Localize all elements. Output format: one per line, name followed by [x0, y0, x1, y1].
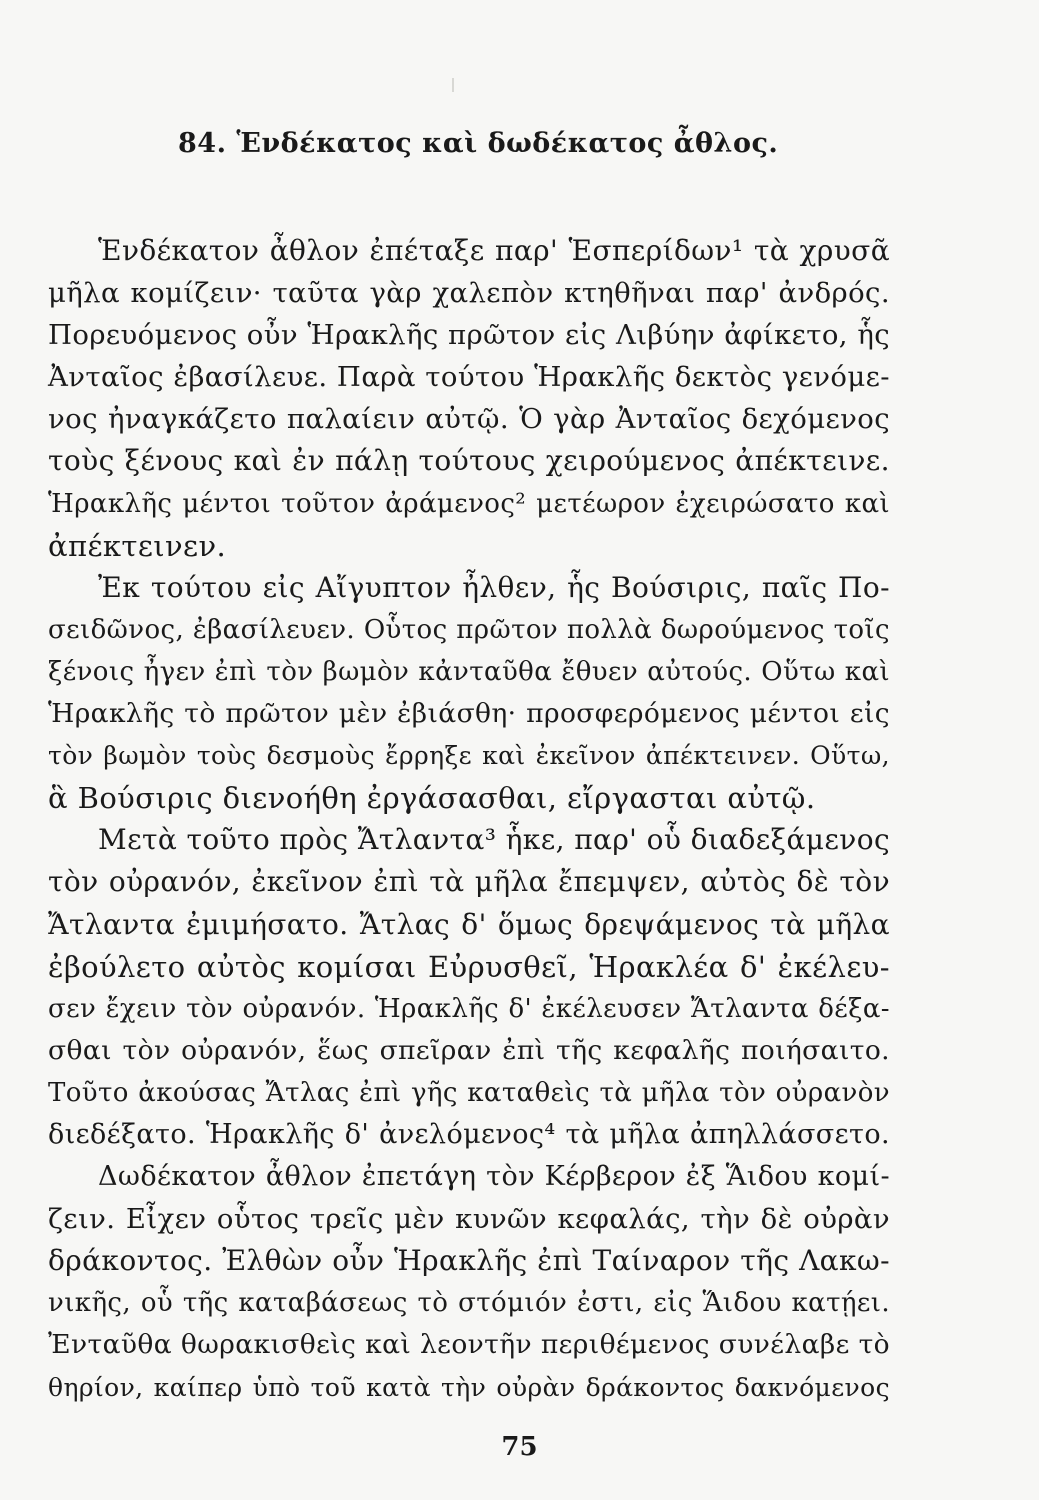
text-line: Πορευόμενος οὖν Ἡρακλῆς πρῶτον εἰς Λιβύην ἀφίκετο, ἧς — [48, 319, 890, 352]
text-line: δράκοντος. Ἐλθὼν οὖν Ἡρακλῆς ἐπὶ Ταίναρον τῆς Λακω- — [48, 1244, 890, 1278]
text-line: Ἡρακλῆς τὸ πρῶτον μὲν ἐβιάσθη· προσφερόμενος μέντοι εἰς — [48, 698, 890, 730]
page-number: 75 — [501, 1432, 538, 1462]
text-line: διεδέξατο. Ἡρακλῆς δ' ἀνελόμενος⁴ τὰ μῆλα ἀπηλλάσσετο. — [48, 1118, 890, 1150]
text-line: ἃ Βούσιρις διενοήθη ἐργάσασθαι, εἴργασται αὐτῷ. — [48, 781, 816, 816]
text-line: τὸν οὐρανόν, ἐκεῖνον ἐπὶ τὰ μῆλα ἔπεμψεν, αὐτὸς δὲ τὸν — [48, 865, 890, 899]
text-line: τὸν βωμὸν τοὺς δεσμοὺς ἔρρηξε καὶ ἐκεῖνον ἀπέκτεινεν. Οὕτω, — [48, 741, 890, 771]
text-line: Ἐκ τούτου εἰς Αἴγυπτον ἦλθεν, ἧς Βούσιρις, παῖς Πο- — [98, 570, 890, 604]
text-line: Δωδέκατον ἆθλον ἐπετάγη τὸν Κέρβερον ἐξ Ἅιδου κομί- — [98, 1161, 890, 1193]
text-line: Μετὰ τοῦτο πρὸς Ἄτλαντα³ ἧκε, παρ' οὗ διαδεξάμενος — [98, 823, 891, 857]
text-line: Ἑνδέκατον ἆθλον ἐπέταξε παρ' Ἑσπερίδων¹ τὰ χρυσᾶ — [98, 234, 890, 267]
text-line: Ἀνταῖος ἐβασίλευε. Παρὰ τούτου Ἡρακλῆς δεκτὸς γενόμε- — [48, 361, 890, 394]
text-line: τοὺς ξένους καὶ ἐν πάλῃ τούτους χειρούμενος ἀπέκτεινε. — [48, 444, 890, 478]
text-line: Ἡρακλῆς μέντοι τοῦτον ἀράμενος² μετέωρον ἐχειρώσατο καὶ — [48, 488, 890, 519]
text-line: Ἄτλαντα ἐμιμήσατο. Ἄτλας δ' ὅμως δρεψάμενος τὰ μῆλα — [48, 907, 890, 941]
text-line: σεν ἔχειν τὸν οὐρανόν. Ἡρακλῆς δ' ἐκέλευσεν Ἄτλαντα δέξα- — [48, 993, 890, 1024]
text-line: νικῆς, οὗ τῆς καταβάσεως τὸ στόμιόν ἐστι, εἰς Ἅιδου κατῄει. — [48, 1288, 890, 1319]
text-line: μῆλα κομίζειν· ταῦτα γὰρ χαλεπὸν κτηθῆναι παρ' ἀνδρός. — [48, 277, 890, 310]
text-line: ζειν. Εἶχεν οὗτος τρεῖς μὲν κυνῶν κεφαλάς, τὴν δὲ οὐρὰν — [48, 1203, 890, 1236]
text-line: σειδῶνος, ἐβασίλευεν. Οὗτος πρῶτον πολλὰ δωρούμενος τοῖς — [48, 614, 890, 645]
text-line: Ἐνταῦθα θωρακισθεὶς καὶ λεοντῆν περιθέμενος συνέλαβε τὸ — [48, 1329, 890, 1361]
text-line: νος ἠναγκάζετο παλαίειν αὐτῷ. Ὁ γὰρ Ἀνταῖος δεχόμενος — [48, 403, 890, 436]
page-crease-mark — [452, 78, 454, 92]
text-line: σθαι τὸν οὐρανόν, ἕως σπεῖραν ἐπὶ τῆς κεφαλῆς ποιήσαιτο. — [48, 1034, 890, 1066]
text-line: ἐβούλετο αὐτὸς κομίσαι Εὐρυσθεῖ, Ἡρακλέα δ' ἐκέλευ- — [48, 949, 890, 984]
text-line: ξένοις ἦγεν ἐπὶ τὸν βωμὸν κἀνταῦθα ἔθυεν αὐτούς. Οὕτω καὶ — [48, 656, 890, 687]
text-line: Τοῦτο ἀκούσας Ἄτλας ἐπὶ γῆς καταθεὶς τὰ μῆλα τὸν οὐρανὸν — [48, 1077, 890, 1108]
text-line: θηρίον, καίπερ ὑπὸ τοῦ κατὰ τὴν οὐρὰν δράκοντος δακνόμενος — [48, 1372, 890, 1402]
section-heading: 84. Ἑνδέκατος καὶ δωδέκατος ἆθλος. — [178, 128, 779, 159]
body-text — [48, 230, 890, 1409]
text-line: ἀπέκτεινεν. — [48, 528, 227, 563]
